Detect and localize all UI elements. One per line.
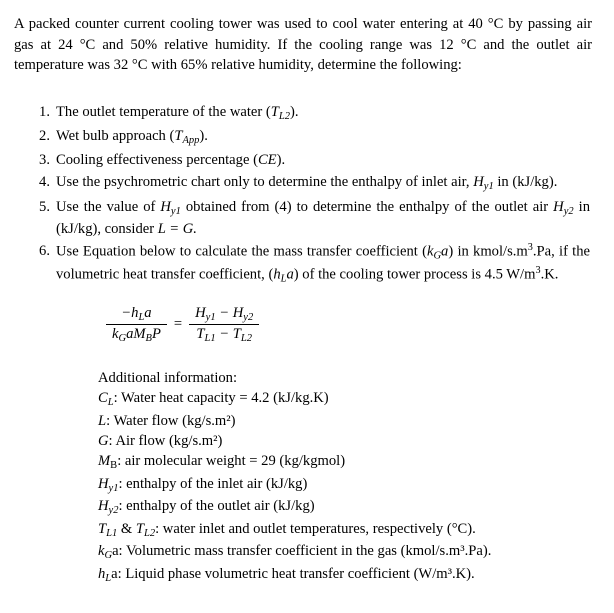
den-left-aM: aM [126,326,146,342]
symbol-MB-sub: B [110,459,118,471]
den-right-T2: T [232,326,241,342]
symbol-kG-sub: G [104,549,113,561]
item-text-post: ). [199,128,208,145]
symbol-Hy2: H [553,198,564,215]
item-text: Cooling effectiveness percentage ( [56,152,258,169]
den-left-k-sub: G [118,332,127,344]
fraction-left-denominator [106,325,167,344]
symbol-TL1: T [98,520,107,537]
additional-line-hLa-text: a: Liquid phase volumetric heat transfer coefficient (W/m³.K). [111,565,475,582]
item-text-post: ). [289,104,299,121]
symbol-CE: CE [257,152,277,169]
symbol-TApp-sub: App [182,135,200,147]
symbol-hLa-sub: L [280,273,287,285]
equals-sign: = [173,316,183,332]
symbol-Hy1: H [473,174,484,191]
additional-line-G [98,431,596,451]
symbol-G: G [98,432,109,449]
num-left-a: a [144,305,152,322]
question-item-5 [14,197,596,240]
item-text-post: in (kJ/kg). [493,174,558,191]
question-list [14,102,596,287]
item-text-mid: obtained from (4) to determine the enthalpy of the outlet air [180,198,554,215]
item-number: 2. [39,128,50,145]
additional-line-Hy2-text: : enthalpy of the outlet air (kJ/kg) [118,498,315,515]
item-text-tail: in (kJ/kg), consider [56,198,590,238]
num-right-H2: H [232,305,244,322]
den-right-T2-sub: L2 [240,332,252,344]
symbol-Hy1-sub: y1 [483,181,494,193]
symbol-TL1-sub: L1 [106,527,118,539]
num-right-H1: H [195,305,206,322]
condition-L-equals-G: L = G. [157,221,197,238]
additional-title: Additional information: [98,369,238,386]
den-right-T1-sub: L1 [204,332,216,344]
additional-line-Hy1 [98,474,596,497]
symbol-kGa-sub: G [433,250,442,262]
fraction-left-numerator [106,305,167,325]
additional-line-G-text: : Air flow (kg/s.m²) [108,432,223,449]
additional-line-hLa [98,564,596,587]
symbol-CL: C [98,390,108,407]
additional-line-TL-text: : water inlet and outlet temperatures, respectively (°C). [155,520,476,537]
equation-block [14,305,596,344]
additional-line-L [98,411,596,431]
symbol-hL: h [98,565,106,582]
symbol-hL-sub: L [105,572,112,584]
symbol-Hy2-sub: y2 [108,504,119,516]
symbol-Hy2-sub: y2 [563,205,574,217]
symbol-CL-sub: L [107,397,114,409]
item-number: 5. [39,198,50,215]
symbol-TL2-sub: L2 [144,527,156,539]
item-text: The outlet temperature of the water ( [56,104,271,121]
additional-line-Hy2 [98,496,596,519]
unit-exponent-2: 3 [535,265,541,277]
den-right-minus: − [215,326,233,342]
symbol-Hy1-ref: H [160,198,171,215]
item-number: 1. [39,104,50,121]
item-text-mid2: .Pa, if the volumetric heat transfer coefficient, ( [56,243,591,283]
unit-exponent-1: 3 [527,242,533,254]
den-left-P: P [151,326,161,342]
additional-line-MB-text: : air molecular weight = 29 (kg/kgmol) [117,453,346,470]
question-item-6 [14,241,596,287]
den-left-M-sub: B [145,332,152,344]
fraction-right [189,305,259,344]
question-item-1 [14,102,596,125]
num-left-hl-sub: L [138,312,145,323]
equation [106,305,259,344]
fraction-left [106,305,167,344]
additional-line-Hy1-text: : enthalpy of the inlet air (kJ/kg) [118,475,308,492]
symbol-Hy1-ref-sub: y1 [170,205,181,217]
symbol-TL2-sub: L2 [278,111,290,123]
symbol-kG: k [98,543,105,560]
additional-line-L-text: : Water flow (kg/s.m²) [106,412,236,429]
item-text-tail: .K. [540,266,559,283]
item-number: 4. [39,174,50,191]
item-text: Use the psychrometric chart only to determine the enthalpy of inlet air, [56,174,474,191]
question-item-3 [14,150,596,170]
item-text: Use the value of [56,198,161,215]
symbol-TL2: T [270,104,279,121]
fraction-right-numerator [189,305,259,325]
symbol-Hy1: H [98,475,109,492]
question-item-4 [14,172,596,195]
num-left-hl: −h [121,305,139,322]
symbol-TApp: T [174,128,183,145]
symbol-kGa-a: a [441,243,449,260]
num-right-H2-sub: y2 [243,312,254,323]
additional-line-CL [98,388,596,411]
intro-paragraph: A packed counter current cooling tower was used to cool water entering at 40 °C by passing air gas at 24 °C and 50% relative humidity. If the cooling range was 12 °C and the outlet air temperature was 32 °C with 65% relative humidity, determine the following: [14,16,592,74]
symbol-hLa: h [273,266,281,283]
item-number: 6. [39,243,50,260]
symbol-L: L [98,412,107,429]
item-text: Use Equation below to calculate the mass transfer coefficient ( [56,243,427,260]
den-right-T1: T [196,326,205,342]
item-text-post: ). [276,152,286,169]
additional-line-CL-text: : Water heat capacity = 4.2 (kJ/kg.K) [113,390,329,407]
symbol-kGa: k [426,243,434,260]
item-text-mid3: ) of the cooling tower process is 4.5 W/m [293,266,536,283]
item-number: 3. [39,152,50,169]
question-item-2 [14,126,596,149]
item-text: Wet bulb approach ( [56,128,175,145]
ampersand: & [117,520,136,537]
additional-line-MB [98,451,596,474]
den-left-k: k [112,326,119,342]
symbol-Hy1-sub: y1 [108,482,119,494]
fraction-right-denominator [189,325,259,344]
additional-line-TL1-TL2 [98,519,596,542]
symbol-TL2: T [135,520,144,537]
additional-line-kGa-text: a: Volumetric mass transfer coefficient in the gas (kmol/s.m³.Pa). [112,543,492,560]
num-right-minus: − [215,305,233,322]
additional-line-kGa [98,541,596,564]
symbol-MB: M [98,453,111,470]
additional-information [14,368,596,586]
num-right-H1-sub: y1 [205,312,216,323]
symbol-hLa-a: a [286,266,294,283]
symbol-Hy2: H [98,498,109,515]
item-text-mid: ) in kmol/s.m [448,243,528,260]
